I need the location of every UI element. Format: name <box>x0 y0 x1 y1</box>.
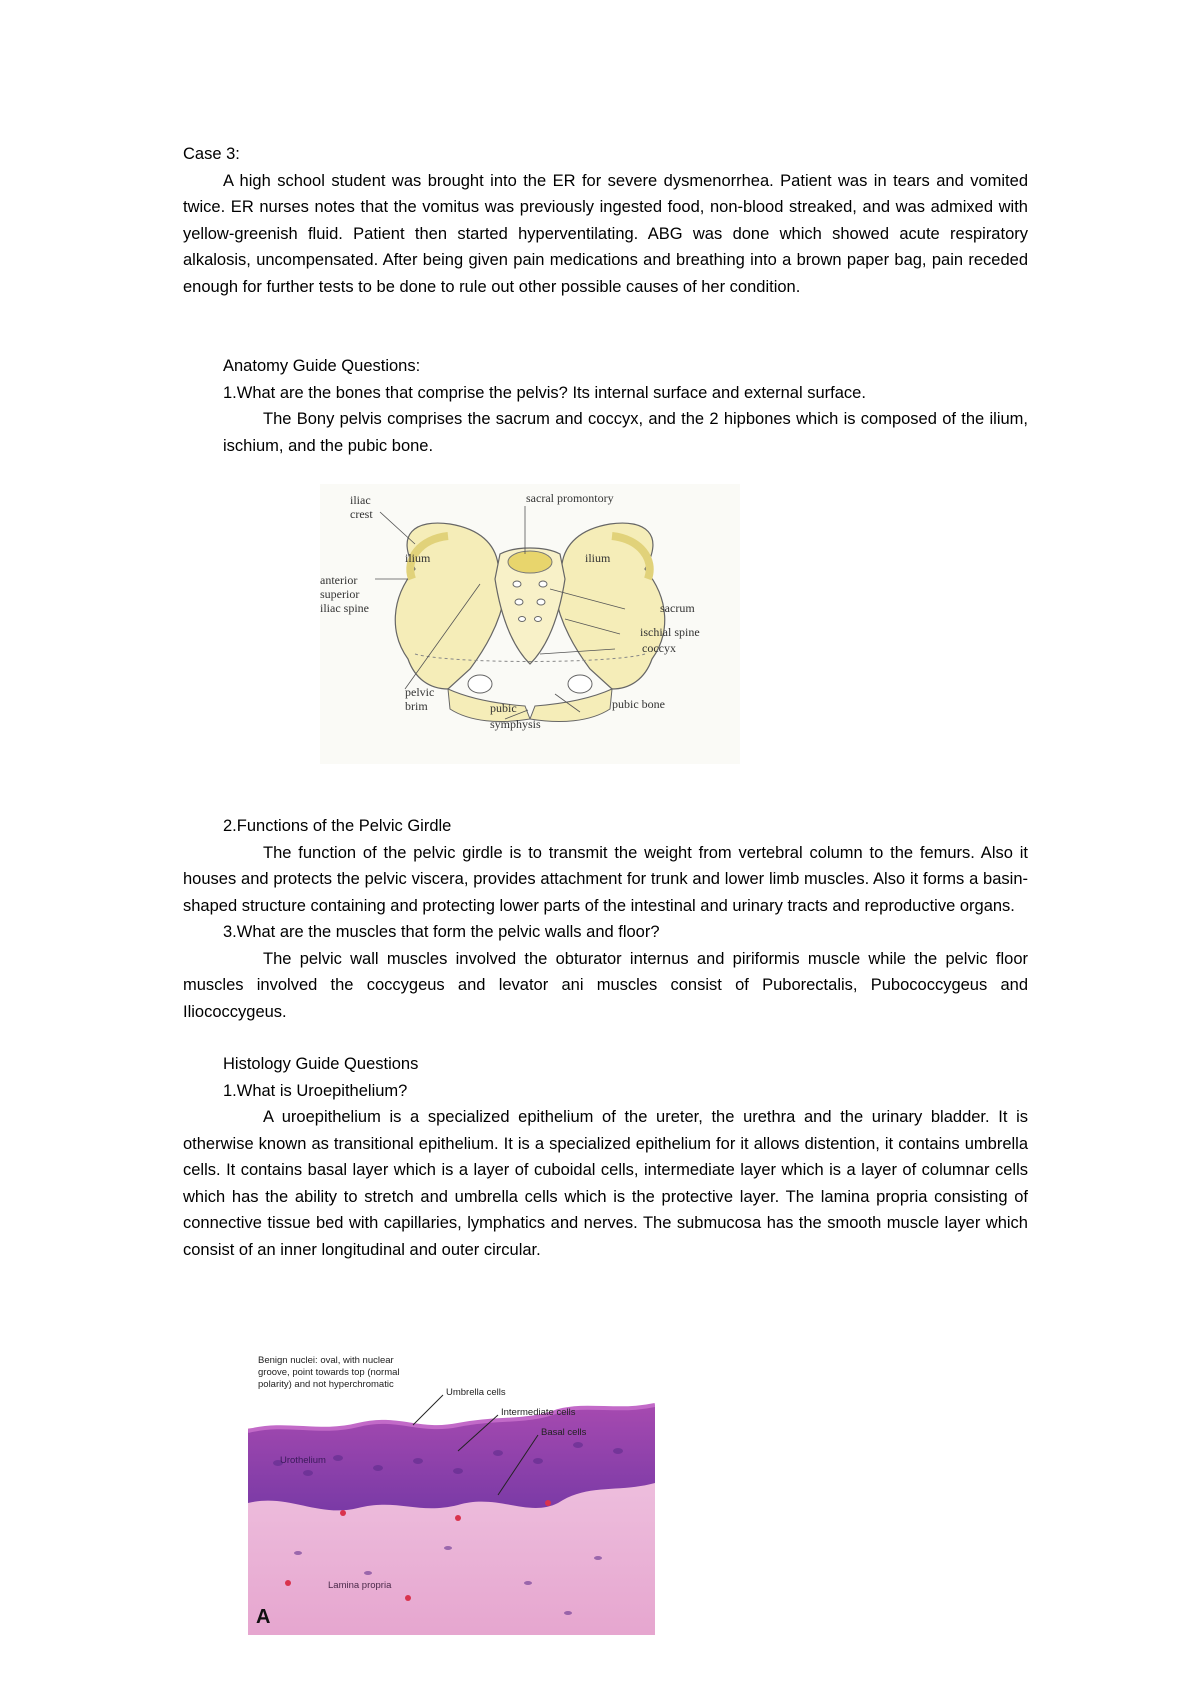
case-paragraph: A high school student was brought into the ER for severe dysmenorrhea. Patient was in tears and vomited twice. ER nurses notes that the vomitus was previously ingested food, non-blood streaked, and was admixed with yellow-greenish fluid. Patient then started hyperventilating. ABG was done which showed acute respiratory alkalosis, uncompensated. After being given pain medications and breathing into a brown paper bag, pain receded enough for further tests to be done to rule out other possible causes of her condition. <box>183 171 1028 296</box>
anatomy-answer-2: The function of the pelvic girdle is to transmit the weight from vertebral column to the femurs. Also it houses and protects the pelvic viscera, provides attachment for trunk and lower limb muscles. Also it forms a basin-shaped structure containing and protecting lower parts of the intestinal and urinary tracts and reproductive organs. <box>183 843 1028 915</box>
anatomy-question-3: 3.What are the muscles that form the pelvic walls and floor? <box>223 923 660 941</box>
label-pubic-symphysis-1: pubic <box>490 701 517 715</box>
anatomy-heading: Anatomy Guide Questions: <box>223 357 421 375</box>
label-ilium-right: ilium <box>585 551 611 565</box>
anatomy-section-2 <box>183 813 1028 1263</box>
case-section <box>183 141 1028 300</box>
label-pubic-symphysis-2: symphysis <box>490 717 541 731</box>
label-basal-cells: Basal cells <box>541 1427 587 1438</box>
anatomy-question-2: 2.Functions of the Pelvic Girdle <box>223 817 452 835</box>
label-pelvic-brim-1: pelvic <box>405 685 435 699</box>
label-lamina-propria: Lamina propria <box>328 1580 392 1591</box>
anatomy-answer-3: The pelvic wall muscles involved the obturator internus and piriformis muscle while the pelvic floor muscles involved the coccygeus and levator ani muscles consist of Puborectalis, Pubococcygeus and Iliococcygeus. <box>183 949 1028 1021</box>
label-coccyx: coccyx <box>642 641 676 655</box>
label-panel-a: A <box>256 1606 271 1628</box>
label-pubic-bone: pubic bone <box>612 697 665 711</box>
histology-answer-1: A uroepithelium is a specialized epithelium of the ureter, the urethra and the urinary bladder. It is otherwise known as transitional epithelium. It is a specialized epithelium for it allows distention, it contains umbrella cells. It contains basal layer which is a layer of cuboidal cells, intermediate layer which is a layer of columnar cells which has the ability to stretch and umbrella cells which is the protective layer. The lamina propria consisting of connective tissue bed with capillaries, lymphatics and nerves. The submucosa has the smooth muscle layer which consist of an inner longitudinal and outer circular. <box>183 1108 1028 1259</box>
label-asis-1: anterior <box>320 573 358 587</box>
label-iliac-crest-2: crest <box>350 507 373 521</box>
pelvis-diagram <box>320 484 740 764</box>
label-pelvic-brim-2: brim <box>405 699 428 713</box>
anatomy-section <box>183 353 1028 459</box>
histo-note-2: groove, point towards top (normal <box>258 1367 400 1378</box>
label-sacrum: sacrum <box>660 601 695 615</box>
histology-question-1: 1.What is Uroepithelium? <box>223 1081 408 1100</box>
label-asis-3: iliac spine <box>320 601 369 615</box>
label-umbrella-cells: Umbrella cells <box>446 1387 506 1398</box>
label-urothelium: Urothelium <box>280 1455 326 1466</box>
histology-heading: Histology Guide Questions <box>223 1055 419 1073</box>
label-intermediate-cells: Intermediate cells <box>501 1407 576 1418</box>
histo-note-3: polarity) and not hyperchromatic <box>258 1379 394 1390</box>
anatomy-question-1: 1.What are the bones that comprise the pelvis? Its internal surface and external surface. <box>223 383 866 402</box>
label-sacral-promontory: sacral promontory <box>526 491 614 505</box>
label-ischial-spine: ischial spine <box>640 625 700 639</box>
label-asis-2: superior <box>320 587 360 601</box>
uroepithelium-micrograph <box>248 1333 655 1635</box>
case-title: Case 3: <box>183 145 240 163</box>
histo-note-1: Benign nuclei: oval, with nuclear <box>258 1355 394 1366</box>
anatomy-answer-1: The Bony pelvis comprises the sacrum and coccyx, and the 2 hipbones which is composed of the ilium, ischium, and the pubic bone. <box>223 410 1028 455</box>
label-ilium-left: ilium <box>405 551 431 565</box>
label-iliac-crest-1: iliac <box>350 493 371 507</box>
